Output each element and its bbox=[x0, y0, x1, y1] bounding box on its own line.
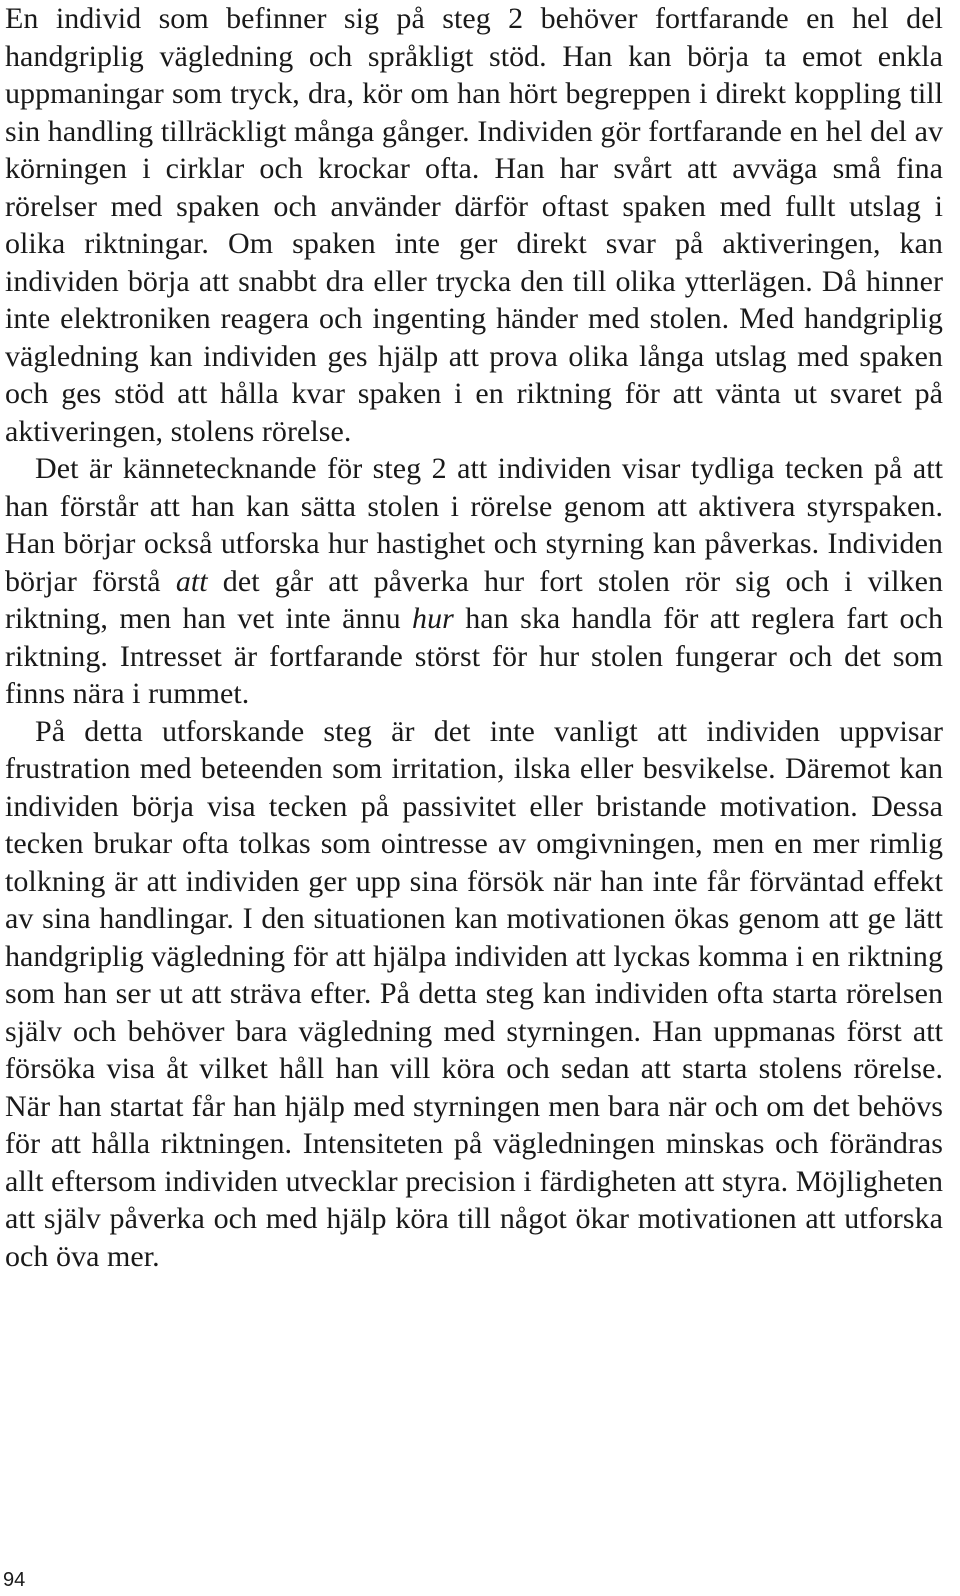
page-body bbox=[5, 0, 943, 1275]
paragraph-1-text: En individ som befinner sig på steg 2 behöver fortfarande en hel del handgriplig vägledning och språkligt stöd. Han kan börja ta emot enkla uppmaningar som tryck, dra, kör om han hört begreppen i direkt koppling till sin handling tillräckligt många gånger. Individen gör fortfarande en hel del av körningen i cirklar och krockar ofta. Han har svårt att avväga små fina rörelser med spaken och använder därför oftast spaken med fullt utslag i olika riktningar. Om spaken inte ger direkt svar på aktiveringen, kan individen börja att snabbt dra eller trycka den till olika ytterlägen. Då hinner inte elektroniken reagera och ingenting händer med stolen. Med handgriplig vägledning kan individen ges hjälp att prova olika långa utslag med spaken och ges stöd att hålla kvar spaken i en riktning för att vänta ut svaret på aktiveringen, stolens rörelse. bbox=[5, 2, 943, 448]
page-number: 94 bbox=[3, 1569, 26, 1591]
paragraph-2-emphasis-att: att bbox=[175, 564, 208, 598]
paragraph-2-text-a: Det är kännetecknande för steg 2 att individen visar tydliga tecken på att han förstår att han kan sätta stolen i rörelse genom att aktivera styrspaken. Han börjar också utforska hur hastighet och styrning kan påverkas. Individen börjar förstå bbox=[5, 452, 943, 598]
paragraph-2-text-c: han ska handla för att reglera fart och riktning. Intresset är fortfarande störst för hur stolen fungerar och det som finns nära i rummet. bbox=[5, 602, 943, 710]
paragraph-2-text-b: det går att påverka hur fort stolen rör sig och i vilken riktning, men han vet inte ännu bbox=[5, 564, 943, 635]
paragraph-1 bbox=[5, 0, 943, 450]
paragraph-3 bbox=[5, 713, 943, 1276]
paragraph-3-text: På detta utforskande steg är det inte vanligt att individen uppvisar frustration med beteenden som irritation, ilska eller besvikelse. Däremot kan individen börja visa tecken på passivitet eller bristande motivation. Dessa tecken brukar ofta tolkas som ointresse av omgivningen, men en mer rimlig tolkning är att individen ger upp sina försök när han inte får förväntad effekt av sina handlingar. I den situationen kan motivationen ökas genom att ge lätt handgriplig vägledning för att hjälpa individen att lyckas komma i en riktning som han ser ut att sträva efter. På detta steg kan individen ofta starta rörelsen själv och behöver bara vägledning med styrningen. Han uppmanas först att försöka visa åt vilket håll han vill köra och sedan att starta stolens rörelse. När han startat får han hjälp med styrningen men bara när och om det behövs för att hålla riktningen. Intensiteten på vägledningen minskas och förändras allt eftersom individen utvecklar precision i färdigheten att styra. Möjligheten att själv påverka och med hjälp köra till något ökar motivationen att utforska och öva mer. bbox=[5, 714, 943, 1273]
paragraph-2 bbox=[5, 450, 943, 713]
paragraph-2-emphasis-hur: hur bbox=[412, 602, 454, 635]
